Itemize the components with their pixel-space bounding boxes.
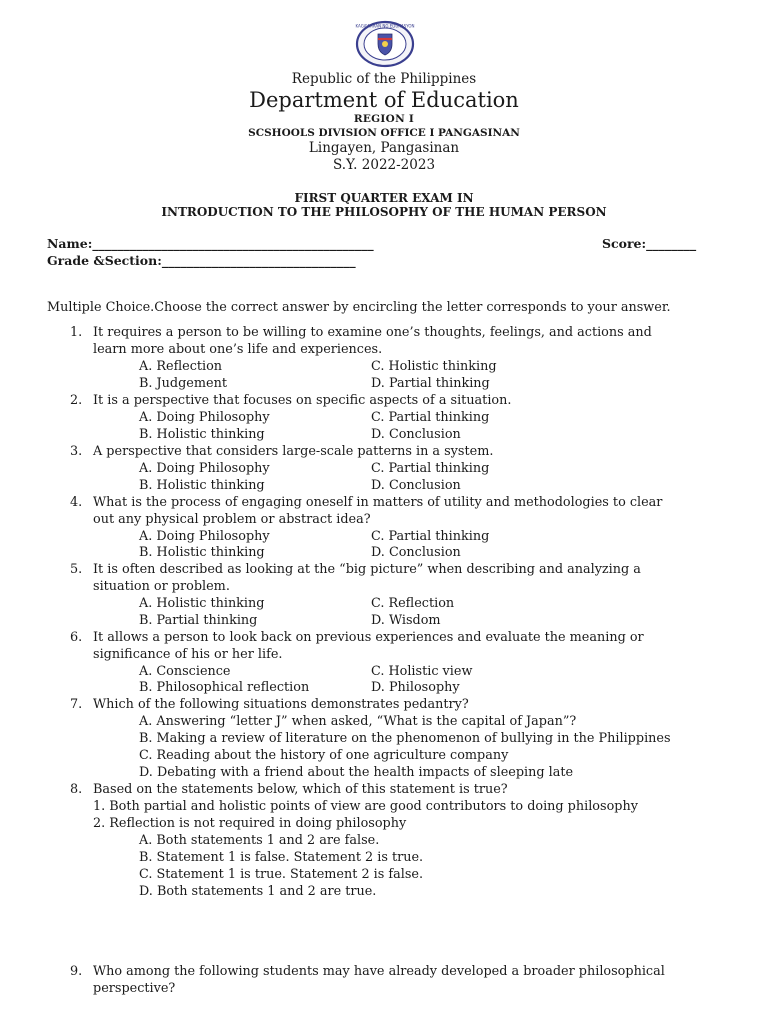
option-d: D. Philosophy	[371, 680, 460, 695]
deped-seal-logo	[354, 20, 416, 68]
score-field: Score:________	[602, 236, 697, 251]
option-a: A. Doing Philosophy	[139, 461, 270, 476]
option-c: C. Holistic thinking	[371, 359, 497, 374]
option-b: B. Statement 1 is false. Statement 2 is true.	[139, 850, 424, 865]
question-number: 6.	[70, 630, 83, 645]
option-c: C. Partial thinking	[371, 410, 490, 425]
question-number: 4.	[70, 495, 83, 510]
question-text: situation or problem.	[93, 579, 230, 594]
option-a: A. Reflection	[139, 359, 223, 374]
question-number: 1.	[70, 325, 83, 340]
option-c: C. Partial thinking	[371, 461, 490, 476]
question-text: Which of the following situations demonstrates pedantry?	[93, 697, 469, 712]
option-a: A. Conscience	[139, 664, 231, 679]
option-d: D. Conclusion	[371, 427, 461, 442]
question-text: significance of his or her life.	[93, 647, 283, 662]
question-text: out any physical problem or abstract idea?	[93, 512, 371, 527]
option-a: A. Doing Philosophy	[139, 410, 270, 425]
instructions: Multiple Choice.Choose the correct answer by encircling the letter corresponds to your answer.	[47, 300, 671, 315]
option-a: A. Doing Philosophy	[139, 529, 270, 544]
question-text: Based on the statements below, which of this statement is true?	[93, 782, 508, 797]
option-c: C. Statement 1 is true. Statement 2 is false.	[139, 867, 424, 882]
option-a: A. Answering “letter J” when asked, “What is the capital of Japan”?	[139, 714, 577, 729]
question-text: What is the process of engaging oneself in matters of utility and methodologies to clear	[93, 495, 663, 510]
option-d: D. Conclusion	[371, 545, 461, 560]
question-number: 5.	[70, 562, 83, 577]
question-text: A perspective that considers large-scale patterns in a system.	[93, 444, 494, 459]
option-a: A. Both statements 1 and 2 are false.	[139, 833, 380, 848]
option-c: C. Reading about the history of one agriculture company	[139, 748, 509, 763]
option-b: B. Judgement	[139, 376, 227, 391]
option-d: D. Conclusion	[371, 478, 461, 493]
option-a: A. Holistic thinking	[139, 596, 265, 611]
option-b: B. Making a review of literature on the phenomenon of bullying in the Philippines	[139, 731, 671, 746]
option-b: B. Holistic thinking	[139, 478, 265, 493]
division-line: SCSHOOLS DIVISION OFFICE I PANGASINAN	[248, 127, 520, 139]
exam-title-line2: INTRODUCTION TO THE PHILOSOPHY OF THE HUMAN PERSON	[161, 205, 607, 219]
question-text: It is a perspective that focuses on specific aspects of a situation.	[93, 393, 512, 408]
option-c: C. Partial thinking	[371, 529, 490, 544]
city-line: Lingayen, Pangasinan	[308, 140, 460, 156]
question-number: 9.	[70, 964, 83, 979]
option-d: D. Wisdom	[371, 613, 441, 628]
option-b: B. Partial thinking	[139, 613, 258, 628]
option-d: D. Both statements 1 and 2 are true.	[139, 884, 377, 899]
option-b: B. Holistic thinking	[139, 427, 265, 442]
question-text: It allows a person to look back on previous experiences and evaluate the meaning or	[93, 630, 644, 645]
question-text: Who among the following students may have already developed a broader philosophical	[93, 964, 665, 979]
svg-text:KAGAWARAN NG EDUKASYON: KAGAWARAN NG EDUKASYON	[355, 23, 415, 29]
question-number: 8.	[70, 782, 83, 797]
question-text: It requires a person to be willing to examine one’s thoughts, feelings, and actions and	[93, 325, 652, 340]
question-number: 3.	[70, 444, 83, 459]
option-b: B. Philosophical reflection	[139, 680, 310, 695]
question-number: 7.	[70, 697, 83, 712]
option-c: C. Holistic view	[371, 664, 473, 679]
option-c: C. Reflection	[371, 596, 455, 611]
republic-line: Republic of the Philippines	[291, 71, 477, 87]
question-number: 2.	[70, 393, 83, 408]
question-text: learn more about one’s life and experiences.	[93, 342, 383, 357]
option-d: D. Partial thinking	[371, 376, 490, 391]
option-b: B. Holistic thinking	[139, 545, 265, 560]
statement-1: 1. Both partial and holistic points of view are good contributors to doing philosophy	[93, 799, 638, 814]
question-text: perspective?	[93, 981, 176, 996]
school-year-line: S.Y. 2022-2023	[332, 157, 436, 173]
exam-title-line1: FIRST QUARTER EXAM IN	[294, 191, 474, 205]
name-field: Name:_____________________________________________	[47, 236, 374, 251]
region-line: REGION I	[353, 113, 415, 125]
grade-section-field: Grade &Section:_______________________________	[47, 253, 356, 268]
question-text: It is often described as looking at the “big picture” when describing and analyzing a	[93, 562, 641, 577]
option-d: D. Debating with a friend about the health impacts of sleeping late	[139, 765, 574, 780]
statement-2: 2. Reflection is not required in doing philosophy	[93, 816, 407, 831]
department-title: Department of Education	[249, 88, 519, 112]
